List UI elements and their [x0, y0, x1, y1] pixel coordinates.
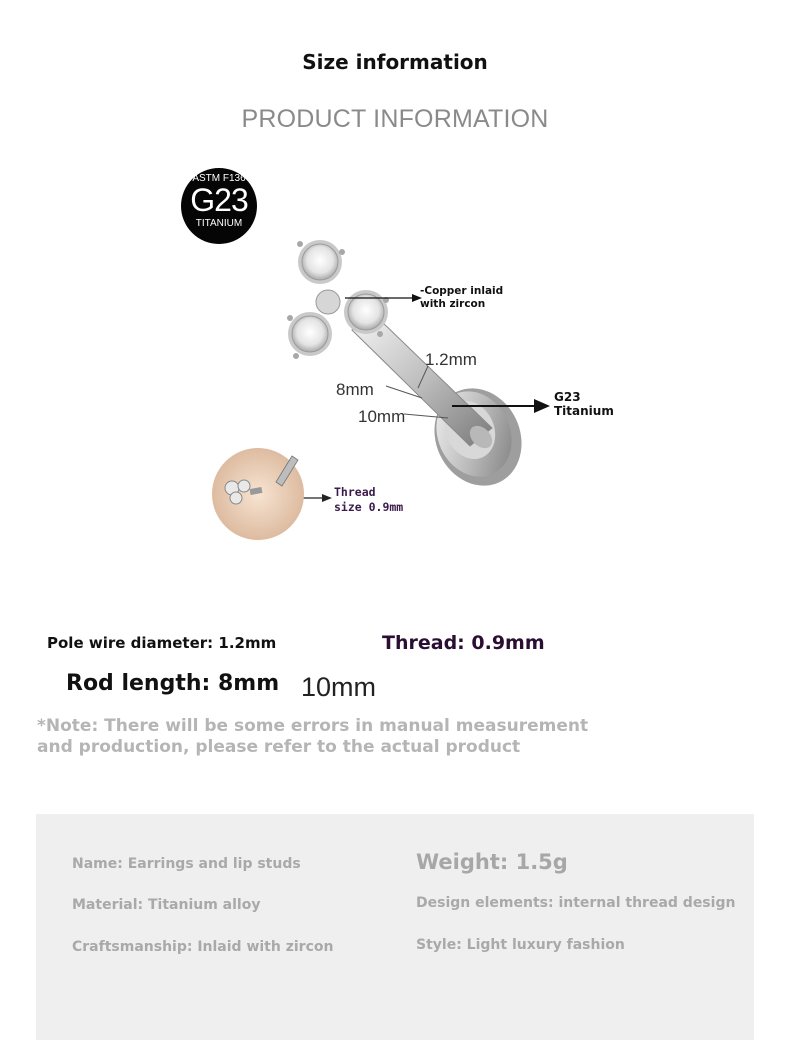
thread-detail-inset [212, 448, 304, 540]
badge-grade-text: G23 [190, 182, 248, 218]
material-callout-line2: Titanium [554, 404, 614, 418]
diameter-dimension: 1.2mm [425, 350, 477, 369]
thread-callout-line2: size 0.9mm [334, 500, 404, 514]
product-weight: Weight: 1.5g [416, 850, 568, 874]
badge-standard-text: ASTM F136 [192, 173, 246, 184]
product-craftsmanship: Craftsmanship: Inlaid with zircon [72, 939, 334, 955]
thread-callout-line1: Thread [334, 485, 376, 499]
product-design: Design elements: internal thread design [416, 895, 736, 911]
rod-length-spec: Rod length: 8mm [66, 671, 280, 696]
zircon-callout [420, 285, 503, 311]
material-callout [554, 390, 614, 418]
total-dimension: 10mm [358, 407, 406, 426]
badge-material-text: TITANIUM [195, 218, 243, 229]
material-callout-line1: G23 [554, 390, 581, 404]
product-name: Name: Earrings and lip studs [72, 856, 301, 872]
product-material: Material: Titanium alloy [72, 897, 261, 913]
product-info-panel [36, 814, 754, 1040]
zircon-callout-line1: -Copper inlaid [420, 285, 504, 297]
section-subtitle: PRODUCT INFORMATION [241, 105, 549, 133]
thread-callout [334, 485, 403, 515]
rod-dimension: 8mm [336, 380, 374, 399]
page-title: Size information [302, 50, 488, 74]
product-style: Style: Light luxury fashion [416, 937, 625, 953]
total-length-spec: 10mm [301, 672, 377, 702]
thread-spec: Thread: 0.9mm [382, 632, 545, 654]
pole-wire-spec: Pole wire diameter: 1.2mm [47, 634, 277, 652]
measurement-note: *Note: There will be some errors in manual measurement and production, please refer to the actual product [37, 716, 589, 757]
zircon-callout-line2: with zircon [420, 298, 486, 310]
